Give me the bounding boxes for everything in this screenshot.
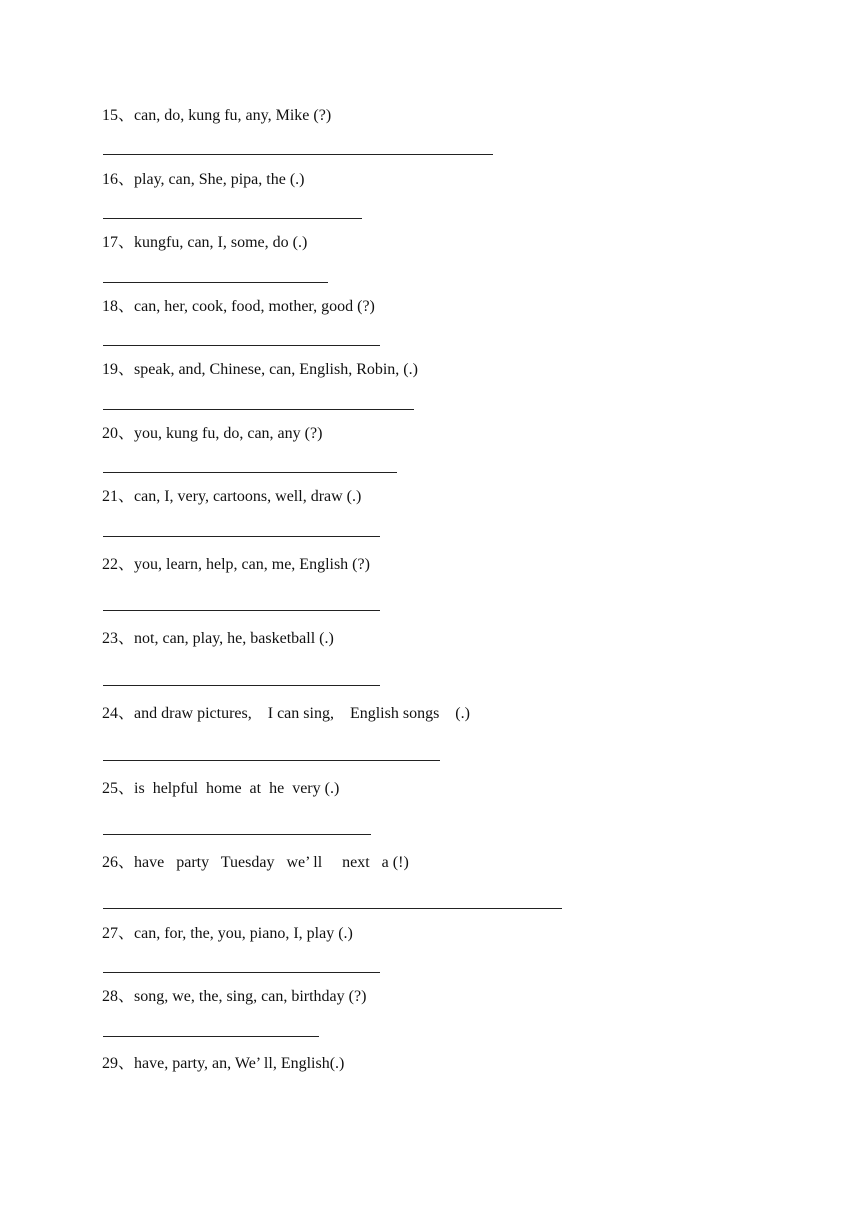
question-20 bbox=[102, 424, 322, 444]
question-prompt: kungfu, can, I, some, do (.) bbox=[134, 234, 308, 251]
question-prompt: can, do, kung fu, any, Mike (?) bbox=[134, 107, 332, 124]
answer-line-18[interactable] bbox=[103, 345, 380, 346]
question-separator: 、 bbox=[118, 925, 135, 942]
question-prompt: can, I, very, cartoons, well, draw (.) bbox=[134, 488, 362, 505]
question-number: 17 bbox=[102, 234, 118, 251]
question-separator: 、 bbox=[118, 488, 135, 505]
question-number: 23 bbox=[102, 630, 118, 647]
question-prompt: can, her, cook, food, mother, good (?) bbox=[134, 298, 375, 315]
question-number: 29 bbox=[102, 1055, 118, 1072]
question-separator: 、 bbox=[118, 107, 135, 124]
question-18 bbox=[102, 297, 375, 317]
question-17 bbox=[102, 233, 307, 253]
question-separator: 、 bbox=[118, 988, 135, 1005]
answer-line-22[interactable] bbox=[103, 610, 380, 611]
answer-line-24[interactable] bbox=[103, 760, 440, 761]
question-16 bbox=[102, 170, 304, 190]
question-number: 22 bbox=[102, 556, 118, 573]
answer-line-26[interactable] bbox=[103, 908, 562, 909]
answer-line-16[interactable] bbox=[103, 218, 362, 219]
question-number: 28 bbox=[102, 988, 118, 1005]
answer-line-17[interactable] bbox=[103, 282, 328, 283]
question-separator: 、 bbox=[118, 556, 135, 573]
question-separator: 、 bbox=[118, 425, 135, 442]
question-prompt: and draw pictures, I can sing, English songs (.) bbox=[134, 705, 470, 722]
question-15 bbox=[102, 106, 331, 126]
question-prompt: have, party, an, We’ ll, English(.) bbox=[134, 1055, 345, 1072]
question-number: 26 bbox=[102, 854, 118, 871]
question-27 bbox=[102, 924, 353, 944]
question-separator: 、 bbox=[118, 361, 135, 378]
question-22 bbox=[102, 555, 370, 575]
question-separator: 、 bbox=[118, 1055, 135, 1072]
answer-line-19[interactable] bbox=[103, 409, 414, 410]
question-prompt: have party Tuesday we’ ll next a (!) bbox=[134, 854, 409, 871]
question-number: 25 bbox=[102, 780, 118, 797]
question-prompt: you, kung fu, do, can, any (?) bbox=[134, 425, 323, 442]
question-prompt: you, learn, help, can, me, English (?) bbox=[134, 556, 370, 573]
answer-line-20[interactable] bbox=[103, 472, 397, 473]
question-29 bbox=[102, 1054, 344, 1074]
question-separator: 、 bbox=[118, 234, 135, 251]
question-prompt: play, can, She, pipa, the (.) bbox=[134, 171, 305, 188]
question-separator: 、 bbox=[118, 780, 135, 797]
question-prompt: is helpful home at he very (.) bbox=[134, 780, 340, 797]
question-26 bbox=[102, 853, 409, 873]
question-number: 19 bbox=[102, 361, 118, 378]
question-separator: 、 bbox=[118, 171, 135, 188]
answer-line-15[interactable] bbox=[103, 154, 493, 155]
question-number: 24 bbox=[102, 705, 118, 722]
question-number: 21 bbox=[102, 488, 118, 505]
question-separator: 、 bbox=[118, 705, 135, 722]
question-separator: 、 bbox=[118, 630, 135, 647]
answer-line-28[interactable] bbox=[103, 1036, 319, 1037]
question-number: 16 bbox=[102, 171, 118, 188]
answer-line-27[interactable] bbox=[103, 972, 380, 973]
question-19 bbox=[102, 360, 418, 380]
question-number: 15 bbox=[102, 107, 118, 124]
question-23 bbox=[102, 629, 334, 649]
question-number: 18 bbox=[102, 298, 118, 315]
question-25 bbox=[102, 779, 339, 799]
question-24 bbox=[102, 704, 470, 724]
question-separator: 、 bbox=[118, 298, 135, 315]
question-separator: 、 bbox=[118, 854, 135, 871]
question-prompt: can, for, the, you, piano, I, play (.) bbox=[134, 925, 353, 942]
answer-line-23[interactable] bbox=[103, 685, 380, 686]
question-prompt: song, we, the, sing, can, birthday (?) bbox=[134, 988, 367, 1005]
question-number: 20 bbox=[102, 425, 118, 442]
answer-line-25[interactable] bbox=[103, 834, 371, 835]
question-prompt: not, can, play, he, basketball (.) bbox=[134, 630, 334, 647]
answer-line-21[interactable] bbox=[103, 536, 380, 537]
question-number: 27 bbox=[102, 925, 118, 942]
question-21 bbox=[102, 487, 361, 507]
question-28 bbox=[102, 987, 366, 1007]
question-prompt: speak, and, Chinese, can, English, Robin, (.) bbox=[134, 361, 418, 378]
